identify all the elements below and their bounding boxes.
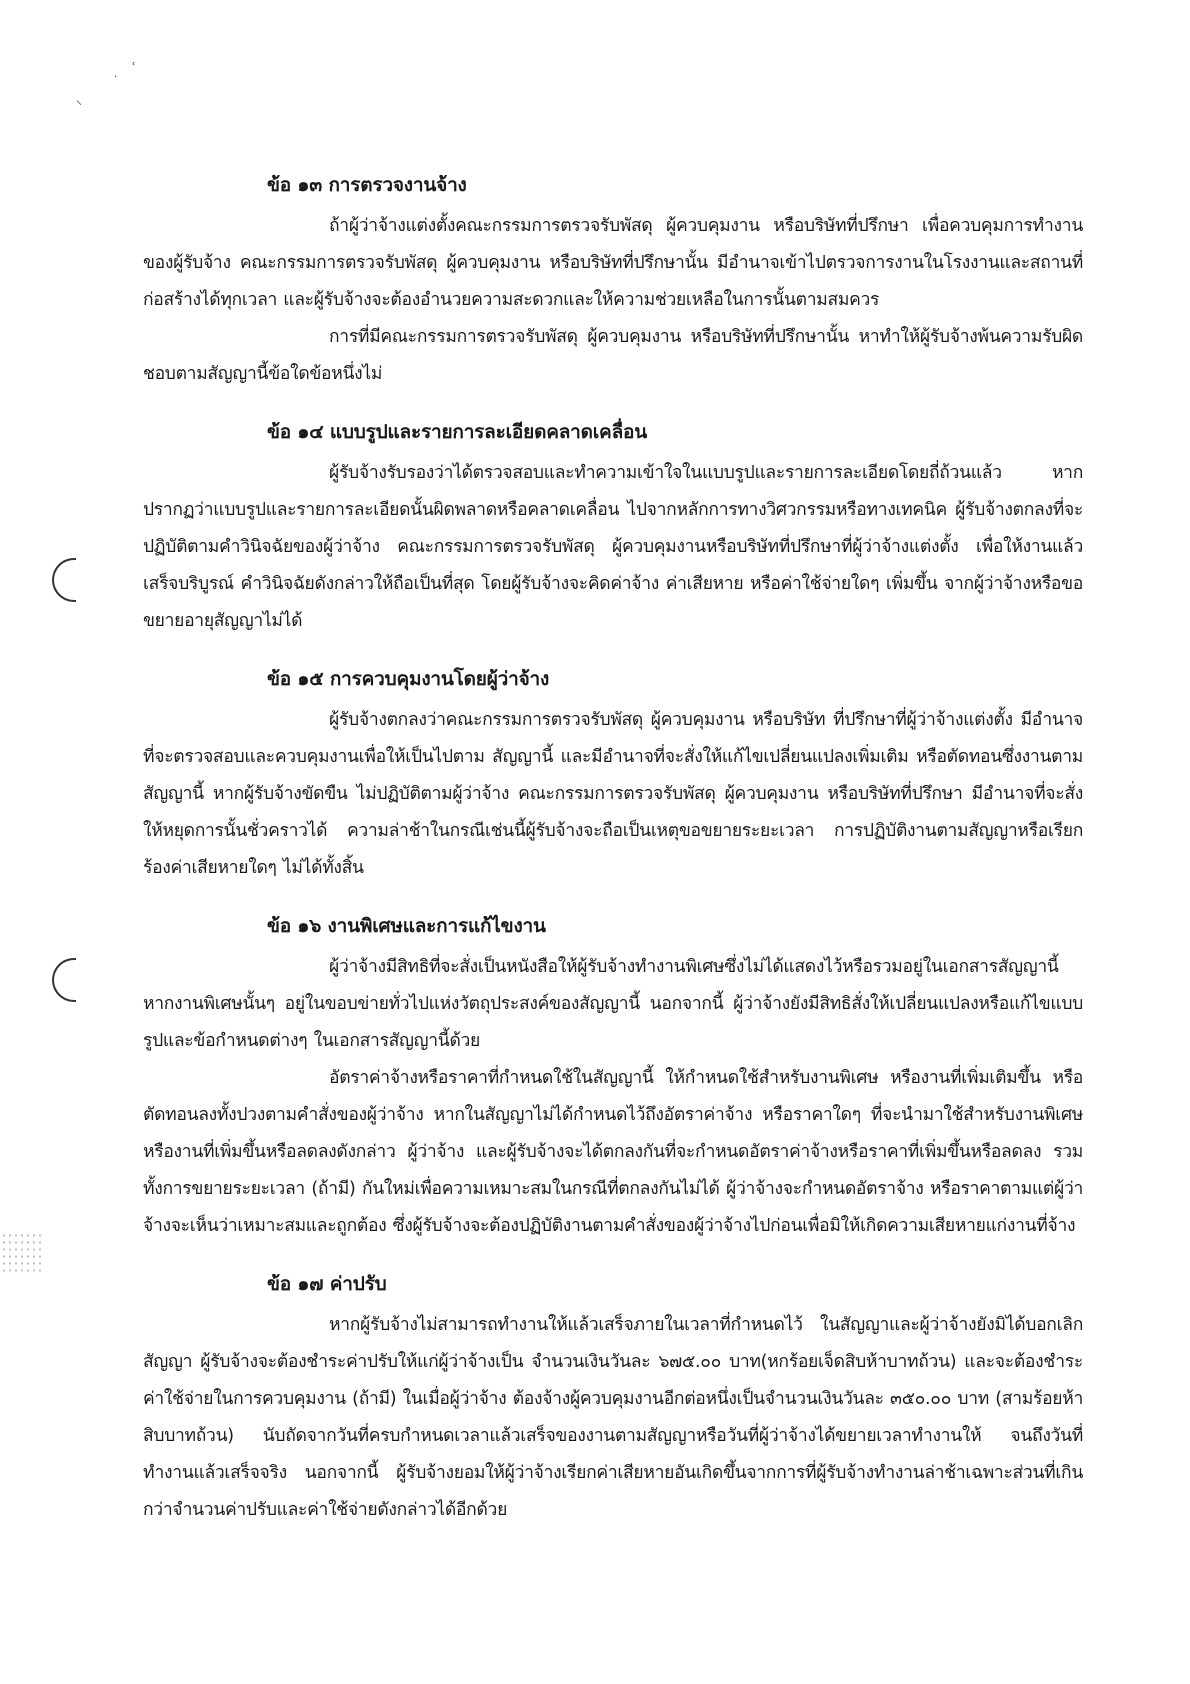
- clause-paragraph: การที่มีคณะกรรมการตรวจรับพัสดุ ผู้ควบคุมงาน หรือบริษัทที่ปรึกษานั้น หาทำให้ผู้รับจ้างพ้นความรับผิดชอบตามสัญญานี้ข้อใดข้อหนึ่งไม่: [143, 327, 1083, 384]
- punch-hole-mark: [52, 958, 76, 1002]
- clause-heading: ข้อ ๑๗ ค่าปรับ: [267, 1273, 387, 1295]
- punch-hole-mark: [52, 558, 76, 602]
- clause-paragraph: ผู้รับจ้างรับรองว่าได้ตรวจสอบและทำความเข้าใจในแบบรูปและรายการละเอียดโดยถี่ถ้วนแล้ว หากปรากฏว่าแบบรูปและรายการละเอียดนั้นผิดพลาดหรือคลาดเคลื่อน ไปจากหลักการทางวิศวกรรมหรือทางเทคนิค ผู้รับจ้างตกลงที่จะปฏิบัติตามคำวินิจฉัยของผู้ว่าจ้าง คณะกรรมการตรวจรับพัสดุ ผู้ควบคุมงานหรือบริษัทที่ปรึกษาที่ผู้ว่าจ้างแต่งตั้ง เพื่อให้งานแล้วเสร็จบริบูรณ์ คำวินิจฉัยดังกล่าวให้ถือเป็นที่สุด โดยผู้รับจ้างจะคิดค่าจ้าง ค่าเสียหาย หรือค่าใช้จ่ายใดๆ เพิ่มขึ้น จากผู้ว่าจ้างหรือขอขยายอายุสัญญาไม่ได้: [143, 463, 1083, 631]
- clause-paragraph: ถ้าผู้ว่าจ้างแต่งตั้งคณะกรรมการตรวจรับพัสดุ ผู้ควบคุมงาน หรือบริษัทที่ปรึกษา เพื่อควบคุมการทำงานของผู้รับจ้าง คณะกรรมการตรวจรับพัสดุ ผู้ควบคุมงาน หรือบริษัทที่ปรึกษานั้น มีอำนาจเข้าไปตรวจการงานในโรงงานและสถานที่ก่อสร้างได้ทุกเวลา และผู้รับจ้างจะต้องอำนวยความสะดวกและให้ความช่วยเหลือในการนั้นตามสมควร: [143, 216, 1083, 310]
- clause-paragraph: ผู้รับจ้างตกลงว่าคณะกรรมการตรวจรับพัสดุ ผู้ควบคุมงาน หรือบริษัท ที่ปรึกษาที่ผู้ว่าจ้างแต่งตั้ง มีอำนาจที่จะตรวจสอบและควบคุมงานเพื่อให้เป็นไปตาม สัญญานี้ และมีอำนาจที่จะสั่งให้แก้ไขเปลี่ยนแปลงเพิ่มเติม หรือตัดทอนซึ่งงานตามสัญญานี้ หากผู้รับจ้างขัดขืน ไม่ปฏิบัติตามผู้ว่าจ้าง คณะกรรมการตรวจรับพัสดุ ผู้ควบคุมงาน หรือบริษัทที่ปรึกษา มีอำนาจที่จะสั่งให้หยุดการนั้นชั่วคราวได้ ความล่าช้าในกรณีเช่นนี้ผู้รับจ้างจะถือเป็นเหตุขอขยายระยะเวลา การปฏิบัติงานตามสัญญาหรือเรียกร้องค่าเสียหายใดๆ ไม่ได้ทั้งสิ้น: [143, 710, 1083, 878]
- clause-heading: ข้อ ๑๓ การตรวจงานจ้าง: [267, 174, 467, 196]
- clause-heading: ข้อ ๑๖ งานพิเศษและการแก้ไขงาน: [267, 915, 546, 937]
- clause-paragraph: ผู้ว่าจ้างมีสิทธิที่จะสั่งเป็นหนังสือให้ผู้รับจ้างทำงานพิเศษซึ่งไม่ได้แสดงไว้หรือรวมอยู่ในเอกสารสัญญานี้ หากงานพิเศษนั้นๆ อยู่ในขอบข่ายทั่วไปแห่งวัตถุประสงค์ของสัญญานี้ นอกจากนี้ ผู้ว่าจ้างยังมีสิทธิสั่งให้เปลี่ยนแปลงหรือแก้ไขแบบรูปและข้อกำหนดต่างๆ ในเอกสารสัญญานี้ด้วย: [143, 957, 1083, 1051]
- clause-heading: ข้อ ๑๔ แบบรูปและรายการละเอียดคลาดเคลื่อน: [267, 421, 648, 443]
- scan-mark: ՙ: [132, 60, 136, 74]
- clause-17: [143, 1269, 1083, 1529]
- scan-noise: [1, 1232, 41, 1272]
- scan-mark: ⸌: [76, 98, 83, 112]
- clause-13: [143, 170, 1083, 393]
- clause-heading: ข้อ ๑๕ การควบคุมงานโดยผู้ว่าจ้าง: [267, 668, 550, 690]
- clause-16: [143, 911, 1083, 1245]
- clause-paragraph: หากผู้รับจ้างไม่สามารถทำงานให้แล้วเสร็จภายในเวลาที่กำหนดไว้ ในสัญญาและผู้ว่าจ้างยังมิได้บอกเลิกสัญญา ผู้รับจ้างจะต้องชำระค่าปรับให้แก่ผู้ว่าจ้างเป็น จำนวนเงินวันละ ๖๗๕.๐๐ บาท(หกร้อยเจ็ดสิบห้าบาทถ้วน) และจะต้องชำระค่าใช้จ่ายในการควบคุมงาน (ถ้ามี) ในเมื่อผู้ว่าจ้าง ต้องจ้างผู้ควบคุมงานอีกต่อหนึ่งเป็นจำนวนเงินวันละ ๓๕๐.๐๐ บาท (สามร้อยห้าสิบบาทถ้วน) นับถัดจากวันที่ครบกำหนดเวลาแล้วเสร็จของงานตามสัญญาหรือวันที่ผู้ว่าจ้างได้ขยายเวลาทำงานให้ จนถึงวันที่ทำงานแล้วเสร็จจริง นอกจากนี้ ผู้รับจ้างยอมให้ผู้ว่าจ้างเรียกค่าเสียหายอันเกิดขึ้นจากการที่ผู้รับจ้างทำงานล่าช้าเฉพาะส่วนที่เกินกว่าจำนวนค่าปรับและค่าใช้จ่ายดังกล่าวได้อีกด้วย: [143, 1315, 1083, 1520]
- scan-mark: ·: [114, 72, 118, 83]
- clause-14: [143, 417, 1083, 640]
- clause-15: [143, 664, 1083, 887]
- contract-page: [143, 170, 1083, 1553]
- clause-paragraph: อัตราค่าจ้างหรือราคาที่กำหนดใช้ในสัญญานี้ ให้กำหนดใช้สำหรับงานพิเศษ หรืองานที่เพิ่มเติมขึ้น หรือตัดทอนลงทั้งปวงตามคำสั่งของผู้ว่าจ้าง หากในสัญญาไม่ได้กำหนดไว้ถึงอัตราค่าจ้าง หรือราคาใดๆ ที่จะนำมาใช้สำหรับงานพิเศษหรืองานที่เพิ่มขึ้นหรือลดลงดังกล่าว ผู้ว่าจ้าง และผู้รับจ้างจะได้ตกลงกันที่จะกำหนดอัตราค่าจ้างหรือราคาที่เพิ่มขึ้นหรือลดลง รวมทั้งการขยายระยะเวลา (ถ้ามี) กันใหม่เพื่อความเหมาะสมในกรณีที่ตกลงกันไม่ได้ ผู้ว่าจ้างจะกำหนดอัตราจ้าง หรือราคาตามแต่ผู้ว่าจ้างจะเห็นว่าเหมาะสมและถูกต้อง ซึ่งผู้รับจ้างจะต้องปฏิบัติงานตามคำสั่งของผู้ว่าจ้างไปก่อนเพื่อมิให้เกิดความเสียหายแก่งานที่จ้าง: [143, 1068, 1083, 1236]
